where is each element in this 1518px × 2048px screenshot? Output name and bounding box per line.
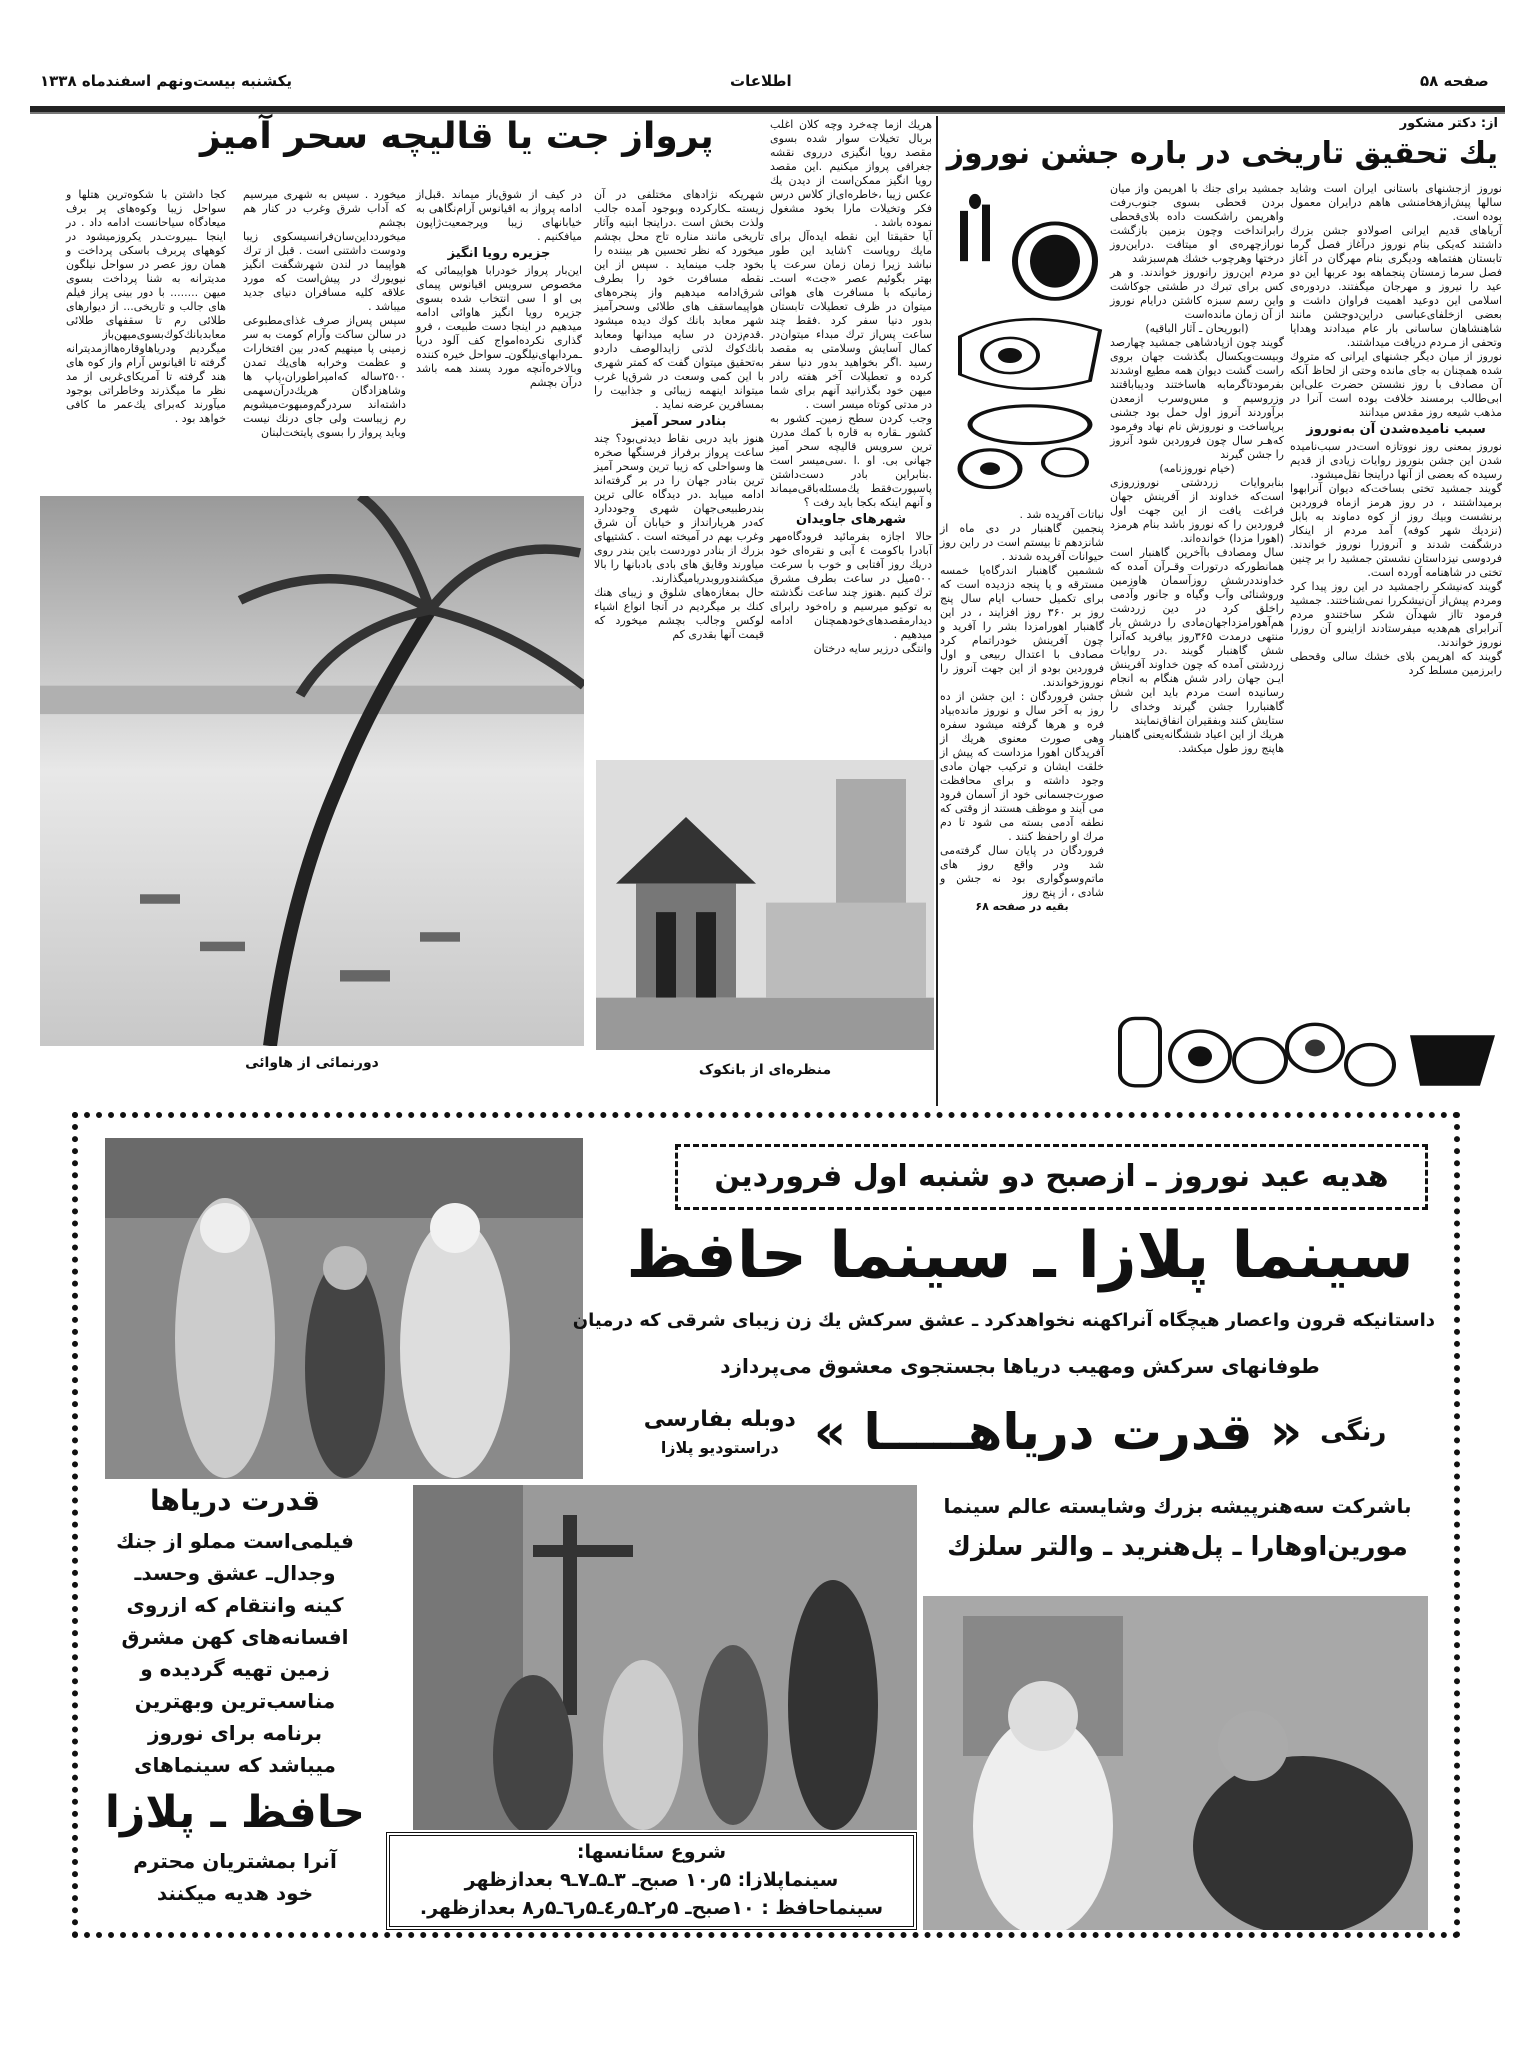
citation: (خیام نوروزنامه) [1159,462,1235,475]
byline: از: دکتر مشکور [1399,116,1498,131]
paragraph: جشن فروردگان : این جشن از ده روز به آخر سال و نوروز مانده‌بیاد فره و هرها گرفته میشود سفره وهی صورت معنوی هریك از آفریدگان اهورا مزداست که پیش از خلقت ایشان و ترکیب جهان مادی وجود داشته و برای محافظت صورت‌جسمانی خود از آسمان فرود می آیند و موظف هستند از وقتی که نطفه آدمی بسته می شود تا دم مرك او راحفظ کنند . [940,690,1104,843]
paragraph: در کیف از شوق‌باز میماند .قبل‌از ادامه پرواز به اقیانوس آرام‌نگاهی به خیابانهای زیبا وپرجمعیت‌ژاپون میافکنیم . [416,188,582,243]
showtimes-hafez: سینماحافظ : ۱۰صبح‌ـ ۵ر۲ـ۵ر٤ـ۵ر٦ـ۵ر۸ بعدازظهر. [419,1897,884,1919]
gift-banner [675,1144,1428,1210]
description-line: برنامه برای نوروز [147,1721,323,1745]
paragraph: این‌بار پرواز خودرابا هواپیمائی که مخصوص سرویس اقیانوس پیمای بی او ا سی انتخاب شده بسوی جزیره رویا انگیز هاوائی ادامه میدهیم در اینجا دست طبیعت ، فرو گذاری نکرده‌امواج کف آلود دریا ـمردابهای‌نیلگون‌ـ سواحل خیره کننده وبالاخره‌آنچه مورد پسند همه باشد درآن بچشم [416,264,582,389]
paragraph: میخورد . سپس به شهری میرسیم که آداب شرق وغرب در کنار هم بچشم میخوردداین‌سان‌فرانسیسکوی زیبا ودوست داشتنی است . قبل از ترك هواپیما در لندن شهرشگفت انگیز نیویورك در پیش‌است که مورد علاقه کلیه مسافران دنیای جدید میباشد . [243,188,406,313]
masthead-rule [30,106,1505,114]
subheading: سبب نامیده‌شدن آن به‌نوروز [1306,422,1486,437]
norooz-column-3 [940,508,1104,914]
subheading: جزیره رویا انگیز [447,246,551,261]
haft-sin-illustration [950,192,1105,497]
film-description [90,1484,380,1909]
film-title-row [595,1392,1435,1472]
side-title: قدرت دریاها [150,1484,320,1517]
film-still-right [923,1596,1428,1930]
paragraph: گویند چون ازپادشاهی جمشید چهارصد وبیست‌ویکسال بگذشت جهان بروی راست گشت دیوان همه مطیع اوشدند بفرمودتاگرمابه هاساختند ودیباباقتند وزروسیم و مس‌وسرب ازمعدن برآوردند آنروز اول حمل بود جشنی برپاساخت و نوروزش نام نهاد وفرمود که‌هـر سال چون فروردین شود آنروز را جشن گیرند [1110,336,1284,461]
paragraph: گویند که اهریمن بلای خشك سالی وقحطی رابرزمین مسلط کرد [1290,650,1502,677]
food-illustration [1110,1010,1500,1090]
cinema-names: سینما پلازا ـ سینما حافظ [626,1219,1414,1293]
cast-names: مورین‌اوهارا ـ پل‌هنرید ـ والتر سلزك [947,1532,1408,1562]
flight-column-e [66,188,226,426]
description-line: میباشد که سینماهای [134,1753,336,1777]
film-still-center [413,1485,917,1830]
paragraph: فروردگان در پایان سال گرفته‌می شد ودر واقع روز های ماتم‌وسوگواری بود نه جشن و شادی ، از پنج روز [940,844,1104,899]
subheading: بنادر سحر آمیز [631,414,727,429]
paragraph: هریك ازما چه‌خرد وچه کلان اغلب بربال تخیلات سوار شده بسوی مقصد رویا انگیزی درروی نقشه جغرافی پرواز میکنیم .این مقصد رویا انگیز ممکن‌است از دیدن یك عکس زیبا ،خاطره‌ای‌از کلاس درس فکر وتخیلات مارا بخود مشغول نموده باشد . [770,118,932,229]
dubbing-info [644,1407,796,1457]
tagline-2: طوفانهای سرکش ومهیب دریاها بجستجوی معشوق می‌پردازد [720,1354,1320,1378]
paragraph: پنجمین گاهنبار در دی ماه از شانزدهم تا بیستم است در راین روز حیوانات آفریده شدند . [940,522,1104,563]
paragraph: حالا اجازه بفرمائید فرودگاه‌مهر آبادرا باکومت ٤ آبی و نقره‌ای خود دریك روز آفتابی و خوب با سرعت ۵۰۰میل در ساعت بطرف مشرق ترك کنیم .هنوز چند ساعت نگذشته به توکیو میرسیم و راه‌خود رابرای دیدارمقصدهای‌خودهمچنان ادامه میدهیم . [770,530,932,641]
showtimes-plaza: سینماپلازا: ۵ر۱۰ صبح‌ـ ۳ـ۵ـ۷ـ۹ بعدازظهر [464,1869,839,1891]
gift-text: هدیه عید نوروز ـ ازصبح دو شنبه اول فروردین [714,1159,1389,1194]
paragraph: نباتات آفریده شد . [1019,508,1104,521]
description-line: وجدال‌ـ عشق وحسد‌ـ [134,1561,336,1585]
paragraph: نوروز از میان دیگر جشنهای ایرانی که متروك شده همچنان به جای مانده وحتی از لحاظ آنکه آن مصادف با روز نشستن حضرت علی‌ابن ابی‌طالب برمسند خلافت بوده است آنرا در مذهب شیعه روز مقدس میدانند [1290,350,1502,419]
tagline-1: داستانیکه قرون واعصار هیچگاه آنراکهنه نخواهدکرد ـ عشق سرکش یك زن زیبای شرقی که درمیان [572,1310,1435,1331]
cast-intro: باشرکت سه‌هنرپیشه بزرك وشایسته عالم سینما [943,1494,1412,1518]
flight-column-c [416,188,582,390]
newspaper-name: اطلاعات [730,72,792,90]
film-title: « قدرت دریاهـــــا » [813,1403,1303,1461]
paragraph: وجب کردن سطح زمین‌ـ کشور به کشور ـقاره به قاره با کمك مدرن ترین سرویس قالیچه سحر آمیز جهانی بی. او .ا .سی‌میسر است .بنابراین بادر دست‌داشتن پاسپورت‌فقط یك‌مسئله‌باقی‌میماند و آنهم اینکه بکجا باید رفت ؟ [770,412,932,509]
citation: (ابوریحان ـ آثار الباقیه) [1145,322,1249,335]
dubbed-label: دوبله بفارسی [643,1407,796,1432]
paragraph: بنابروایات زردشتی نوروزروزی است‌که خداوند از آفرینش جهان فراغت یافت از این جهت اول فروردین‌ را که نوروز باشد بنام هرمزد (اهورا مزدا) خوانده‌اند. [1110,476,1284,545]
paragraph: هنوز باید دربی نقاط دیدنی‌بود؟ چند ساعت پرواز برفراز فرسنگها صخره ها وسواحلی که زیبا ترین وسحر آمیز ترین بنادر جهان را در بر گرفته‌اند ادامه مییابد .در دیدگاه عالی ترین بندرطبیعی‌جهان شهری وجوددارد که‌در هریارانداز و خیابان آن شرق وغرب بهم در آمیخته است . کشتیهای بزرك از بنادر دوردست باین بندر روی میاورند وقایق های بادی بادبانها را بالا میکشندوروبدریامیگذارند. [594,432,764,585]
description-line: آنرا بمشتریان محترم [133,1849,337,1873]
paragraph: نوروز بمعنی روز نووتازه است‌در سبب‌نامیده شدن این جشن بنوروز روایات زیادی از قدیم رسیده که بعضی از آنها دراینجا نقل‌میشود. [1290,440,1502,481]
flight-column-b [594,188,764,642]
film-still-top [105,1138,583,1479]
page-number: صفحه ۵۸ [1420,72,1489,90]
flight-column-a [770,118,932,656]
norooz-headline: یك تحقیق تاریخی در باره جشن نوروز [946,136,1498,171]
paragraph: شهریکه نژادهای مختلفی در آن زیسته ـکارکرده وبوجود آمده جالب ولذت بخش است .دراینجا ابنیه وآثار تاریخی مانند مناره تاج محل بچشم میخورد که نظر تحسین هر بیننده را بخود جلب مینماید . سپس از این نقطه مسافرت خود را بطرف شرق‌ادامه میدهیم واز پنجره‌های هواپیماسقف های طلائی وسحرآمیز شهر معابد بانك كوك دیده میشود .قدم‌زدن در سایه میدانها ومعابد بانك‌كوك لذتی زایدالوصف داردو به‌تحقیق میتوان گفت که کمتر شهری با این کمی وسعت در شرق‌یا غرب میتواند اینهمه زیبائی و جذابیت را بمسافرین عرضه نماید . [594,188,764,411]
side-cinema-names: حافظ ـ پلازا [104,1787,366,1838]
description-line: خود هدیه میکنند [156,1881,314,1905]
bangkok-temple-photo [596,760,934,1050]
showtimes-box [386,1832,917,1930]
norooz-column-1 [1290,182,1502,678]
paragraph: نوروز ازجشنهای باستانی ایران است وشاید سالها پیش‌ازهخامنشی هاهم درایران معمول بوده است. [1290,182,1502,223]
paragraph: ششمین گاهنبار اندرگاه‌یا خمسه مسترقه و یا پنجه دزدیده است که برای تکمیل حساب ایام سال پنج روز بر ۳۶۰ روز افزایند ، در این گاهنبار اهورامزدا بشر را آفرید و چون آفرینش خودراتمام کرد مصادف با اعتدال ربیعی و اول فروردین بودو از این جهت آنروز را نوروزخواندند. [940,564,1105,689]
hawaii-beach-photo [40,496,584,1046]
showtimes-title: شروع سئانسها: [576,1841,727,1863]
bangkok-photo-caption: منظره‌ای از بانکوک [698,1062,832,1078]
paragraph: آیا حقیقتا این نقطه ایده‌آل برای مایك رویاست ؟شاید این طور نباشد زیرا زمان زمان سرعت یا بهتر بگوئیم عصر «جت» است‌ـ زمانیکه با مسافرت های هوائی میتوان در ظرف تعطیلات تابستان بدور دنیا سفر کرد .فقط چند ساعت پس‌از ترك مبداء میتوان‌در کمال آسایش وسلامتی به مقصد رسید .اگر بخواهید بدور دنیا سفر کرده و تعطیلات آخر هفته رادر میهن خود بگذرانید آنهم برای شما در مدتی کوتاه میسر است . [770,230,932,411]
studio-label: دراستودیو پلازا [660,1438,779,1457]
description-line: فیلمی‌است مملو از جنك [116,1529,354,1553]
color-label: رنگی [1320,1417,1387,1447]
paragraph: سال ومصادف باآخرین گاهنبار است همانطورکه درتورات وقـرآن آمده که خداونددرشش روزآسمان هاوزمین وروشنائی وآب وگیاه و جانور وآدمی راخلق کرد در دین زردشت هم‌آهورامزداجهان‌مادی را درشش بار منتهی درمدت ۳۶۵روز بیافرید که‌آنرا شش گاهنبار گویند .در روایات زردشتی آمده که چون خداوند آفرینش ایـن جهان رادر شش هنگام به انجام رسانیده است مردم باید این شش گاهنباررا جشن گیرند وخدای را ستایش کنند وبفقیران انفاق‌نمایند [1110,546,1284,727]
paragraph: گویند جمشید تختی بساخت‌که دیوان آنرابهوا برمیداشتند ، در روز هرمز ازماه فروردین برنشست وبیك روز از کوه دماوند به بابل (نزدیك شهر کوفه) آمد مردم از اینکار درشگفت شدند و آنروزرا نوروز خواندند. فردوسی نیزداستان نشستن جمشید را بر چنین تختی در شاهنامه آورده است. [1290,482,1502,579]
paragraph: کجا داشتن با شکوه‌ترین هتلها و سواحل زیبا وکوه‌های پر برف میعادگاه سیاحانست ادامه داد . در اینجا ـبیروت‌ـدر یکروزمیشود در کوههای پربرف باسکی پرداخت و همان روز عصر در سواحل نیلگون مدیترانه به شنا پرداخت بسوی میهن ........ با دور بینی پراز فیلم های جالب و تاریخی... از دیوارهای طلائی رم تا سقفهای طلائی معابدبانك‌كوك‌بسوی‌میهن‌باز میگردیم ودریاهاوقاره‌هاازمدیترانه گرفته تا اقیانوس آرام واز کوه های هند گرفته تا آمریکای‌غربی از مد نظر ما میگذرند وخاطراتی بوجود میآورند که‌برای یك‌عمر ما کافی خواهد بود . [66,188,226,425]
column-divider [936,116,938,1106]
continued-note: بقیه در صفحه ۶۸ [975,900,1069,913]
description-line: کینه وانتقام که ازروی [126,1593,344,1617]
paragraph: سپس پس‌از صرف غذای‌مطبوعی در سالن ساکت وآرام کومت به سر زمینی پا مینهیم که‌در بین افتخارات و عظمت وخرابه های‌یك تمدن ۲۵۰۰ساله که‌امپراطوران،پاپ ها وشاهزادگان هریك‌درآن‌سهمی داشته‌اند سردرگم‌ومبهوت‌میشویم رم زیباست ولی جای درنك نیست وباید پرواز را بسوی پایتخت‌لبنان [243,314,406,439]
paragraph: آریاهای قدیم ایرانی اصولادو جشن بزرك داشتند که‌یکی بنام نوروز درآغاز فصل گرما تابستان هفتماهه ودیگری بنام مهرگان در آغاز فصل سرما زمستان پنجماهه بود عربها این دو عید را نیروز و مهرجان میگفتند. دردوره‌ی اسلامی این دوعید اهمیت فراوان داشت و بعضی ازخلفای‌عباسی دراین‌دوجشن مانند شاهنشاهان ساسانی بار عام میدادند وهدایا وتحفی از مـردم دریافت میداشتند. [1290,224,1502,349]
flight-column-d [243,188,406,440]
paragraph: گویند که‌نیشکر راجمشید در این روز پیدا کرد ومردم پیش‌از آن‌نیشکررا نمی‌شناختند. جمشید فرمود تااز شهدآن شکر ساختندو مردم آنرابرای هم‌هدیه میفرستادند ازاینرو آن روزرا نوروز خواندند. [1290,580,1502,649]
paragraph: حال بمغازه‌های شلوق و زیبای هنك كنك بر میگردیم در آنجا انواع اشیاء لوکس وجالب بچشم میخورد که قیمت آنها بقدری کم [594,586,764,641]
norooz-column-2 [1110,182,1284,756]
paragraph: وانتگی درزیر سایه درختان [813,642,932,655]
description-line: افسانه‌های کهن مشرق [121,1625,349,1649]
paragraph: جمشید برای جنك با اهریمن واز میان بردن قحطی بسوی جنوب‌رفت واهریمن راشکست داده بلای‌قحطی رابرانداخت وچون بزمین بازگشت نورازچهره‌ی او میتافت .دراین‌روز درختها وهرچوب خشك هم‌سبزشد [1110,182,1284,265]
hawaii-photo-caption: دورنمائی از هاوائی [245,1055,379,1071]
paragraph: هریك از این اعیاد ششگانه‌یعنی گاهنبار هاپنج روز طول میکشد. [1110,728,1284,755]
flight-headline: پرواز جت یا قالیچه سحر آمیز [200,116,714,157]
issue-date: یکشنبه بیست‌ونهم اسفندماه ۱۳۳۸ [40,72,293,90]
description-line: مناسب‌ترین وبهترین [134,1689,336,1713]
description-line: زمین تهیه گردیده و [140,1657,330,1681]
subheading: شهرهای جاویدان [795,512,907,527]
paragraph: مردم این‌روز رانوروز خواندند. و هر کس برای تبرك در طشتی جوکاشت واین رسم سبزه کاشتن درایام نوروز از آن زمان مانده‌است [1110,266,1284,321]
